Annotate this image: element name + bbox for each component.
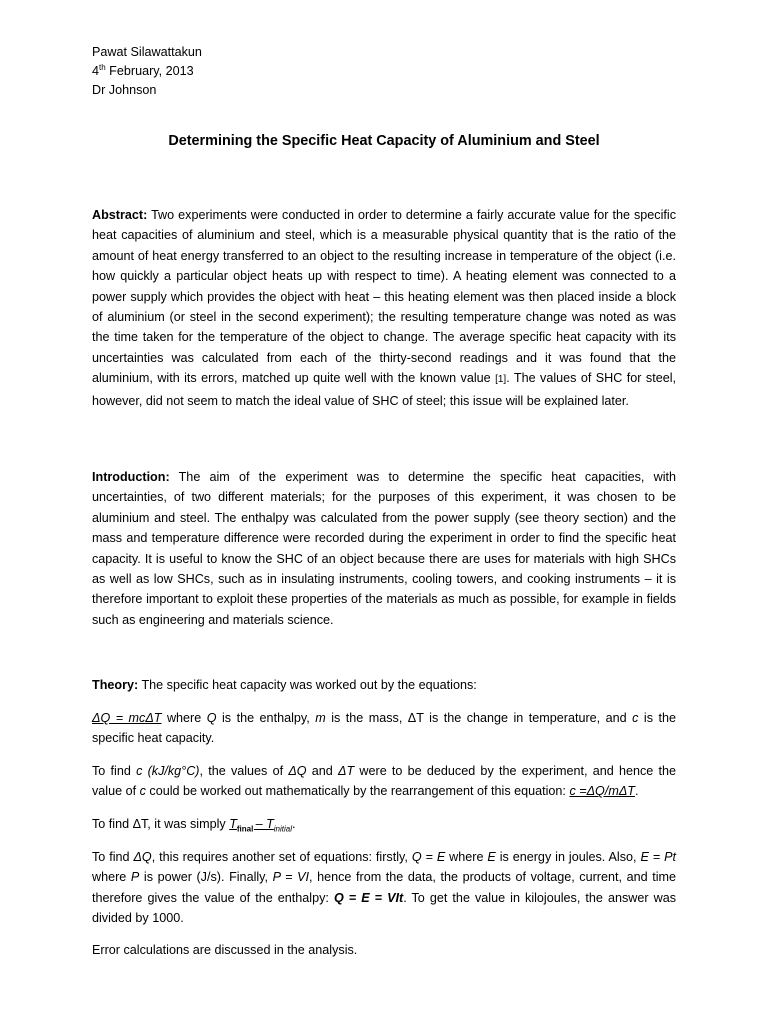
find-dt-paragraph: To find ΔT, it was simply $T_{final} - T_{initial}$. <box>92 817 296 834</box>
introduction-label: Introduction: <box>92 470 170 484</box>
enthalpy-formula: Q = E = VIt <box>333 890 404 905</box>
theory-paragraph: Theory: The specific heat capacity was worked out by the equations: <box>92 678 477 692</box>
document-title: Determining the Specific Heat Capacity of Aluminium and Steel <box>168 133 600 149</box>
heat-equation: ΔQ = mcΔT <box>92 711 162 725</box>
document-header <box>92 43 202 100</box>
report-date: 4th February, 2013 <box>92 62 194 78</box>
error-note-paragraph: Error calculations are discussed in the analysis. <box>92 943 358 957</box>
find-c-paragraph: To find c (kJ/kg°C), the values of ΔQ and ΔT were to be deduced by the experiment, and hence the value of c could be worked out mathematically by the rearrangement of this equation: c =ΔQ/mΔT. <box>92 764 676 799</box>
introduction-paragraph: Introduction: The aim of the experiment was to determine the specific heat capacities, with uncertainties, of two different materials; for the purposes of this experiment, it was chosen to be aluminium and steel. The enthalpy was calculated from the power supply (see theory section) and the mass and temperature difference were recorded during the experiment in order to find the specific heat capacity. It is useful to know the SHC of an object because there are uses for materials with high SHCs as well as low SHCs, such as in insulating instruments, cooling towers, and cooking instruments – it is therefore important to exploit these properties of the materials as much as possible, for example in fields such as engineering and materials science. <box>92 470 676 627</box>
abstract-label: Abstract: <box>92 208 148 222</box>
abstract-paragraph: Abstract: Two experiments were conducted in order to determine a fairly accurate value for the specific heat capacities of aluminium and steel, which is a measurable physical quantity that is the ratio of the amount of heat energy transferred to an object to the resulting increase in temperature of the object (i.e. how quickly a particular object heats up with respect to time). A heating element was connected to a power supply which provides the object with heat – this heating element was then placed inside a block of aluminium (or steel in the second experiment); the resulting temperature change was noted as was the time taken for the temperature of the object to change. The average specific heat capacity with its uncertainties was calculated from each of the thirty-second readings and it was found that the aluminium, with its errors, matched up quite well with the known value [1]. The values of SHC for steel, however, did not seem to match the ideal value of SHC of steel; this issue will be explained later. <box>92 208 677 408</box>
supervisor-name: Dr Johnson <box>92 83 157 97</box>
find-dq-paragraph: To find ΔQ, this requires another set of equations: firstly, Q = E where E is energy in joules. Also, E = Pt where P is power (J/s). Finally, P = VI, hence from the data, the products of voltage, current, and time therefore gives the value of the enthalpy: Q = E = VIt. To get the value in kilojoules, the answer was divided by 1000. <box>92 850 676 926</box>
theory-label: Theory: <box>92 678 139 692</box>
equation-paragraph: ΔQ = mcΔT where Q is the enthalpy, m is the mass, ΔT is the change in temperature, and c is the specific heat capacity. <box>92 711 676 746</box>
rearranged-formula: c =ΔQ/mΔT <box>569 784 635 799</box>
citation-ref: [1] <box>495 374 507 386</box>
author-name: Pawat Silawattakun <box>92 45 202 59</box>
